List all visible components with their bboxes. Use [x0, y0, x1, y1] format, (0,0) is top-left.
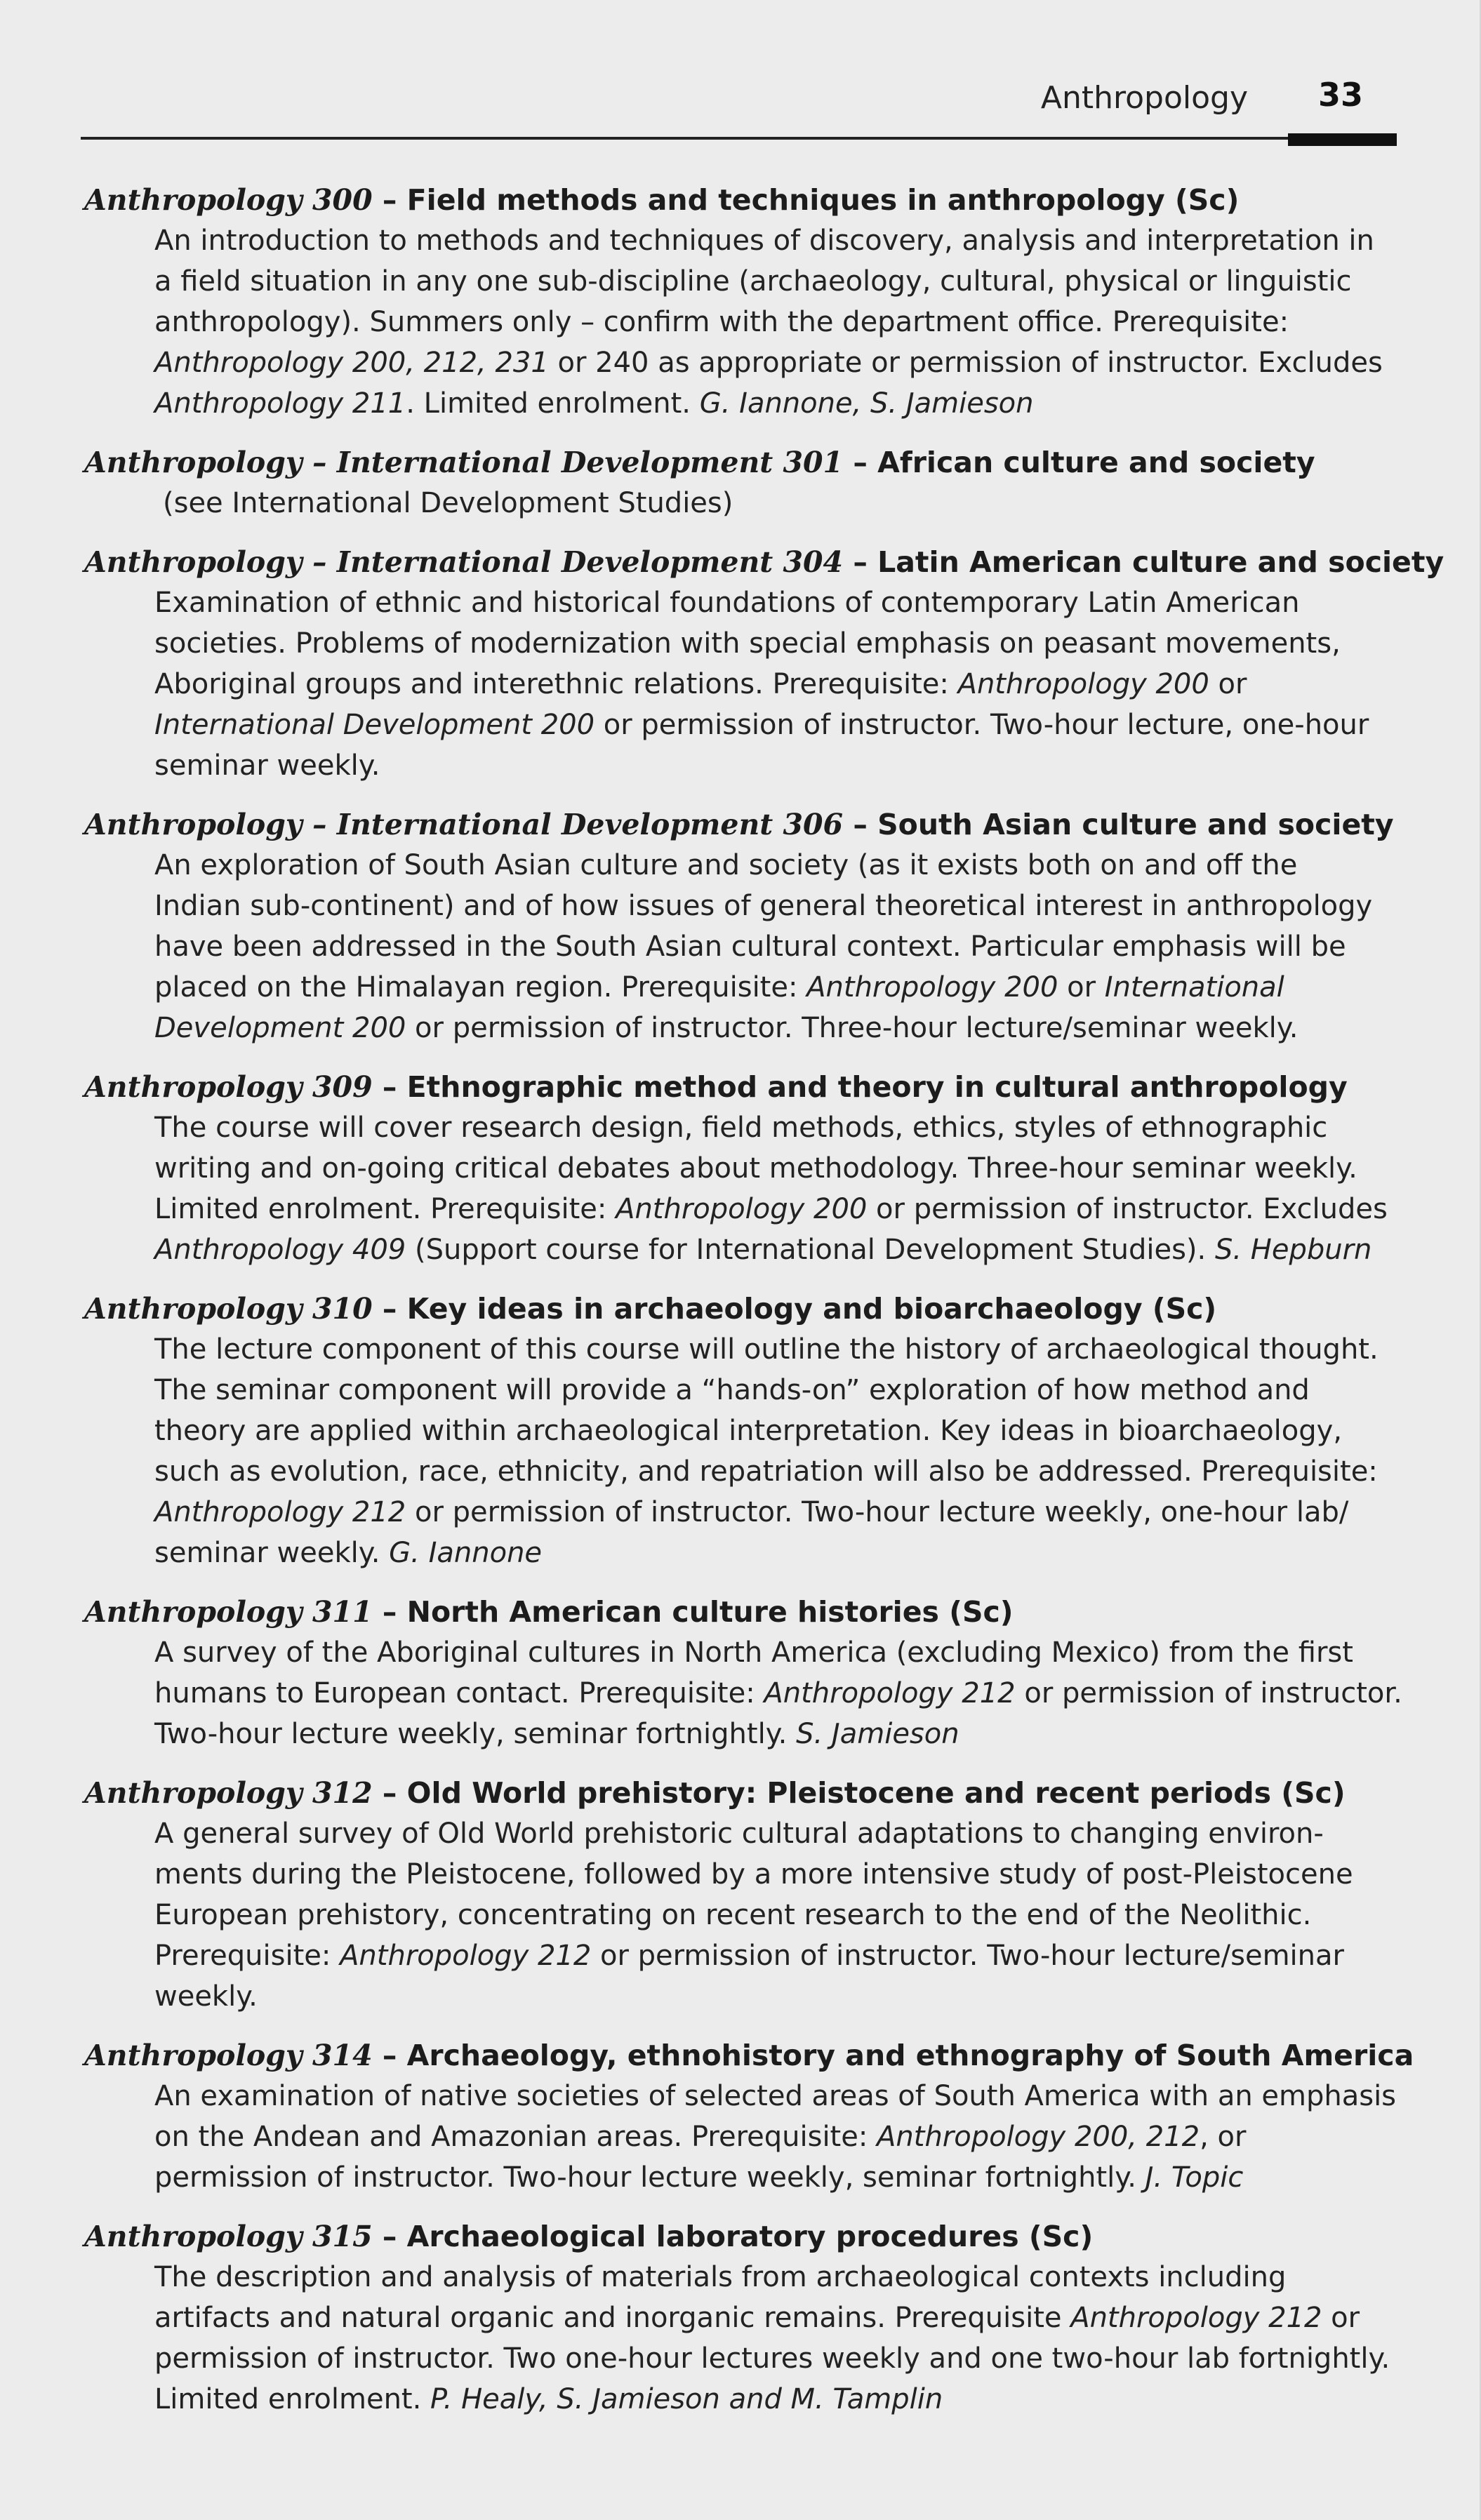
course-description: A survey of the Aboriginal cultures in North America (excluding Mexico) from the first humans to European contact. Prerequisite: Anthropology 212 or permission of instructor. Two-hour lecture weekly, seminar fortnightly. S. Jamieson	[154, 1636, 1402, 1750]
section-title: Anthropology	[1040, 80, 1248, 116]
course-heading: Anthropology 300 – Field methods and techniques in anthropology (Sc)	[84, 183, 1240, 217]
course-description: A general survey of Old World prehistoric cultural adaptations to changing environ- ments during the Pleistocene, followed by a more intensive study of post-Pleistocene European prehistory, concentrating on recent research to the end of the Neolithic. Prerequisite: Anthropology 212 or permission of instructor. Two-hour lecture/seminar weekly.	[154, 1818, 1353, 2013]
course-entry-304	[84, 542, 1445, 786]
course-entry-301	[84, 442, 1404, 524]
course-description: An examination of native societies of selected areas of South America with an emphasis on the Andean and Amazonian areas. Prerequisite: Anthropology 200, 212, or permission of instructor. Two-hour lecture weekly, seminar fortnightly. J. Topic	[154, 2080, 1397, 2194]
course-entry-300	[84, 180, 1404, 424]
course-entry-311	[84, 1592, 1404, 1754]
course-description: An introduction to methods and techniques of discovery, analysis and interpretation in a field situation in any one sub-discipline (archaeology, cultural, physical or linguistic anthropology). Summers only – confirm with the department office. Prerequisite: Anthropology 200, 212, 231 or 240 as appropriate or permission of instructor. Excludes Anthropology 211. Limited enrolment. G. Iannone, S. Jamieson	[154, 225, 1383, 420]
course-heading: Anthropology 312 – Old World prehistory: Pleistocene and recent periods (Sc)	[84, 1776, 1346, 1810]
page-number: 33	[1317, 76, 1363, 114]
course-description: (see International Development Studies)	[163, 487, 733, 519]
course-description: An exploration of South Asian culture and society (as it exists both on and off the Indian sub-continent) and of how issues of general theoretical interest in anthropology have been addressed in the South Asian cultural context. Particular emphasis will be placed on the Himalayan region. Prerequisite: Anthropology 200 or International Development 200 or permission of instructor. Three-hour lecture/seminar weekly.	[154, 849, 1373, 1044]
course-heading: Anthropology 310 – Key ideas in archaeology and bioarchaeology (Sc)	[84, 1292, 1217, 1326]
course-entry-312	[84, 1773, 1404, 2017]
course-entry-309	[84, 1067, 1404, 1270]
course-heading: Anthropology – International Development 306 – South Asian culture and society	[84, 808, 1394, 841]
course-description: The lecture component of this course will outline the history of archaeological thought. The seminar component will provide a “hands-on” exploration of how method and theory are applied within archaeological interpretation. Key ideas in bioarchaeology, such as evolution, race, ethnicity, and repatriation will also be addressed. Prerequisite: Anthropology 212 or permission of instructor. Two-hour lecture weekly, one-hour lab/ seminar weekly. G. Iannone	[154, 1333, 1379, 1569]
running-header	[81, 70, 1397, 140]
course-heading: Anthropology – International Development 301 – African culture and society	[84, 446, 1315, 479]
header-tab-mark	[1288, 133, 1397, 146]
header-rule	[81, 137, 1397, 140]
course-heading: Anthropology 309 – Ethnographic method and theory in cultural anthropology	[84, 1070, 1348, 1104]
course-entry-310	[84, 1288, 1404, 1573]
course-heading: Anthropology 311 – North American culture histories (Sc)	[84, 1595, 1014, 1629]
course-heading: Anthropology 315 – Archaeological laboratory procedures (Sc)	[84, 2220, 1094, 2253]
course-heading: Anthropology 314 – Archaeology, ethnohistory and ethnography of South America	[84, 2039, 1414, 2072]
course-heading: Anthropology – International Development 304 – Latin American culture and society	[84, 545, 1445, 579]
course-entry-315	[84, 2216, 1404, 2420]
course-list	[84, 180, 1445, 2438]
course-description: The course will cover research design, field methods, ethics, styles of ethnographic writing and on-going critical debates about methodology. Three-hour seminar weekly. Limited enrolment. Prerequisite: Anthropology 200 or permission of instructor. Excludes Anthropology 409 (Support course for International Development Studies). S. Hepburn	[154, 1112, 1388, 1266]
course-entry-306	[84, 804, 1404, 1048]
course-description: Examination of ethnic and historical foundations of contemporary Latin American societies. Problems of modernization with special emphasis on peasant movements, Aboriginal groups and interethnic relations. Prerequisite: Anthropology 200 or International Development 200 or permission of instructor. Two-hour lecture, one-hour seminar weekly.	[154, 587, 1369, 782]
course-entry-314	[84, 2035, 1414, 2198]
course-description: The description and analysis of materials from archaeological contexts including artifacts and natural organic and inorganic remains. Prerequisite Anthropology 212 or permission of instructor. Two one-hour lectures weekly and one two-hour lab fortnightly. Limited enrolment. P. Healy, S. Jamieson and M. Tamplin	[154, 2261, 1390, 2415]
